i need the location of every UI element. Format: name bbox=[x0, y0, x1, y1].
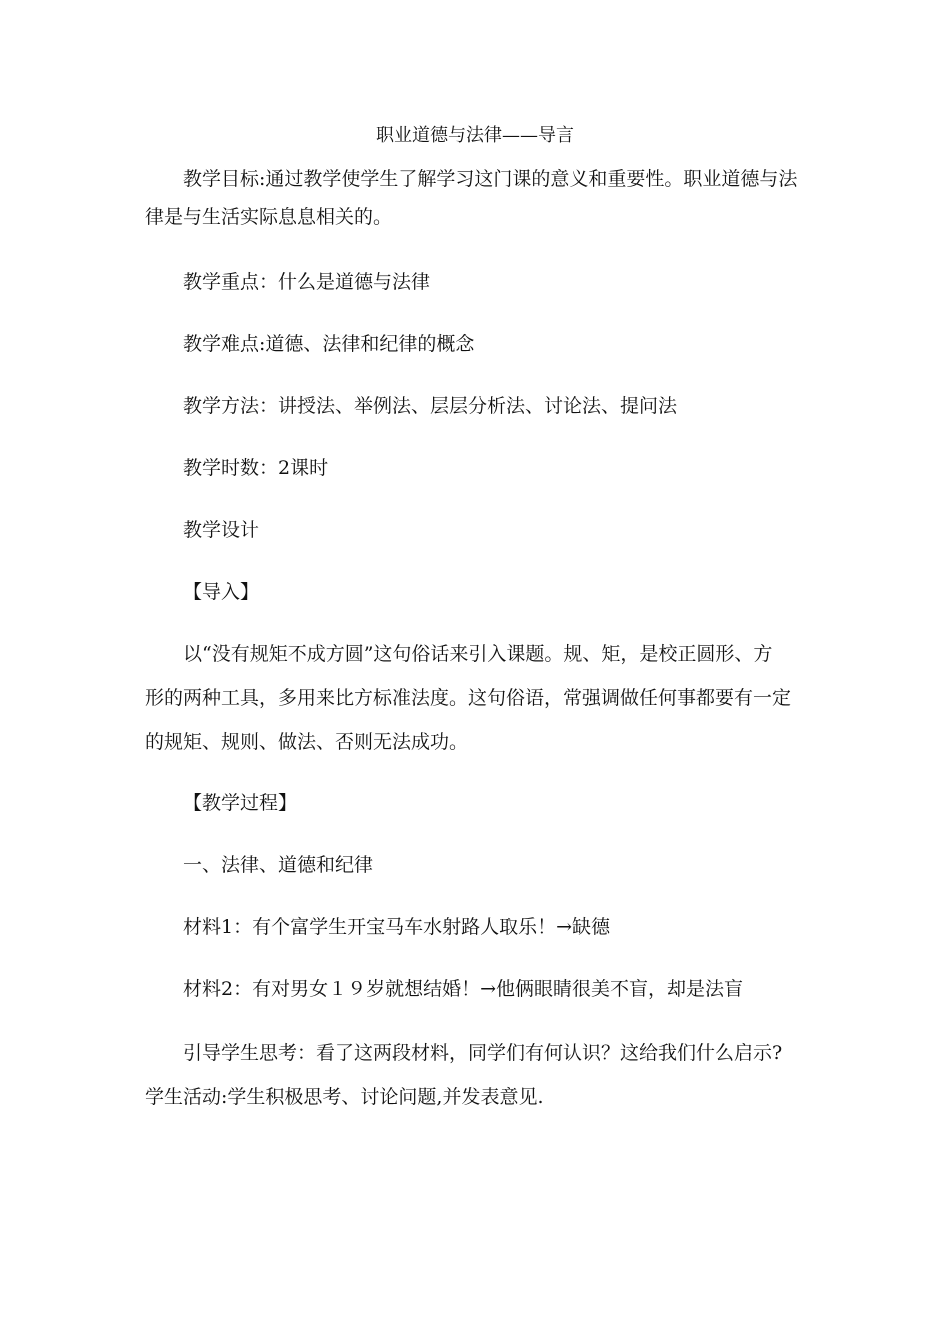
material-1: 材料1：有个富学生开宝马车水射路人取乐！→缺德 bbox=[183, 916, 611, 938]
intro-line-3: 的规矩、规则、做法、否则无法成功。 bbox=[145, 731, 469, 753]
material-2: 材料2：有对男女１９岁就想结婚！→他俩眼睛很美不盲，却是法盲 bbox=[183, 978, 744, 1000]
key-point: 教学重点：什么是道德与法律 bbox=[183, 271, 431, 293]
process-heading: 【教学过程】 bbox=[183, 792, 298, 814]
student-activity: 学生活动:学生积极思考、讨论问题,并发表意见. bbox=[145, 1086, 544, 1108]
intro-line-1: 以“没有规矩不成方圆”这句俗话来引入课题。规、矩，是校正圆形、方 bbox=[183, 643, 773, 665]
teaching-hours: 教学时数：2课时 bbox=[183, 457, 329, 479]
goal-line-2: 律是与生活实际息息相关的。 bbox=[145, 206, 393, 228]
section-1-heading: 一、法律、道德和纪律 bbox=[183, 854, 374, 876]
intro-line-2: 形的两种工具，多用来比方标准法度。这句俗语，常强调做任何事都要有一定 bbox=[145, 687, 792, 709]
teaching-method: 教学方法：讲授法、举例法、层层分析法、讨论法、提问法 bbox=[183, 395, 678, 417]
teaching-design: 教学设计 bbox=[183, 519, 260, 541]
goal-line-1: 教学目标:通过教学使学生了解学习这门课的意义和重要性。职业道德与法 bbox=[183, 168, 798, 190]
intro-heading: 【导入】 bbox=[183, 581, 260, 603]
difficulty: 教学难点:道德、法律和纪律的概念 bbox=[183, 333, 475, 355]
guide-question: 引导学生思考：看了这两段材料，同学们有何认识？这给我们什么启示? bbox=[183, 1042, 783, 1064]
document-title: 职业道德与法律——导言 bbox=[376, 125, 574, 146]
